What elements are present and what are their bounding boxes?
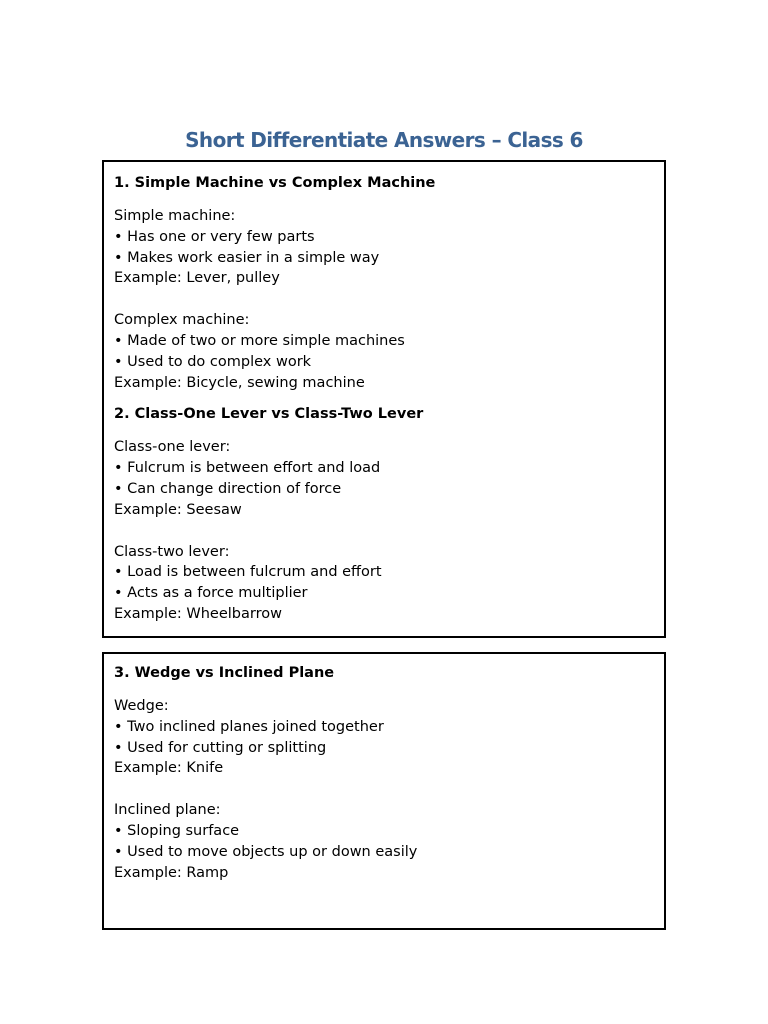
section-class-one-vs-class-two-lever <box>114 393 654 624</box>
bullet-point: • Two inclined planes joined together <box>114 718 384 735</box>
group-label: Complex machine: <box>114 312 250 329</box>
bullet-point: • Made of two or more simple machines <box>114 332 405 349</box>
bullet-point: • Load is between fulcrum and effort <box>114 564 382 581</box>
bullet-point: • Used to do complex work <box>114 353 312 370</box>
group-label: Inclined plane: <box>114 802 221 819</box>
group-label: Class-one lever: <box>114 439 231 456</box>
bullet-point: • Makes work easier in a simple way <box>114 249 380 266</box>
bullet-point: • Sloping surface <box>114 822 240 839</box>
example-line: Example: Bicycle, sewing machine <box>114 374 365 391</box>
bullet-point: • Fulcrum is between effort and load <box>114 460 381 477</box>
answer-box-2 <box>102 652 666 930</box>
example-line: Example: Wheelbarrow <box>114 605 282 622</box>
bullet-point: • Used for cutting or splitting <box>114 739 327 756</box>
section-heading: 2. Class-One Lever vs Class-Two Lever <box>114 406 424 423</box>
example-line: Example: Lever, pulley <box>114 270 280 287</box>
bullet-point: • Can change direction of force <box>114 480 342 497</box>
group-label: Class-two lever: <box>114 543 230 560</box>
group-label: Wedge: <box>114 698 169 714</box>
section-wedge-vs-inclined-plane <box>114 654 654 883</box>
group-label: Simple machine: <box>114 208 236 224</box>
section-heading: 1. Simple Machine vs Complex Machine <box>114 175 436 191</box>
answer-box-1 <box>102 160 666 638</box>
section-simple-vs-complex-machine <box>114 162 654 393</box>
section-heading: 3. Wedge vs Inclined Plane <box>114 665 335 681</box>
example-line: Example: Ramp <box>114 864 229 881</box>
bullet-point: • Used to move objects up or down easily <box>114 843 418 860</box>
bullet-point: • Has one or very few parts <box>114 228 315 245</box>
example-line: Example: Seesaw <box>114 501 242 518</box>
example-line: Example: Knife <box>114 760 224 777</box>
bullet-point: • Acts as a force multiplier <box>114 585 308 602</box>
page-title: Short Differentiate Answers – Class 6 <box>185 128 583 152</box>
